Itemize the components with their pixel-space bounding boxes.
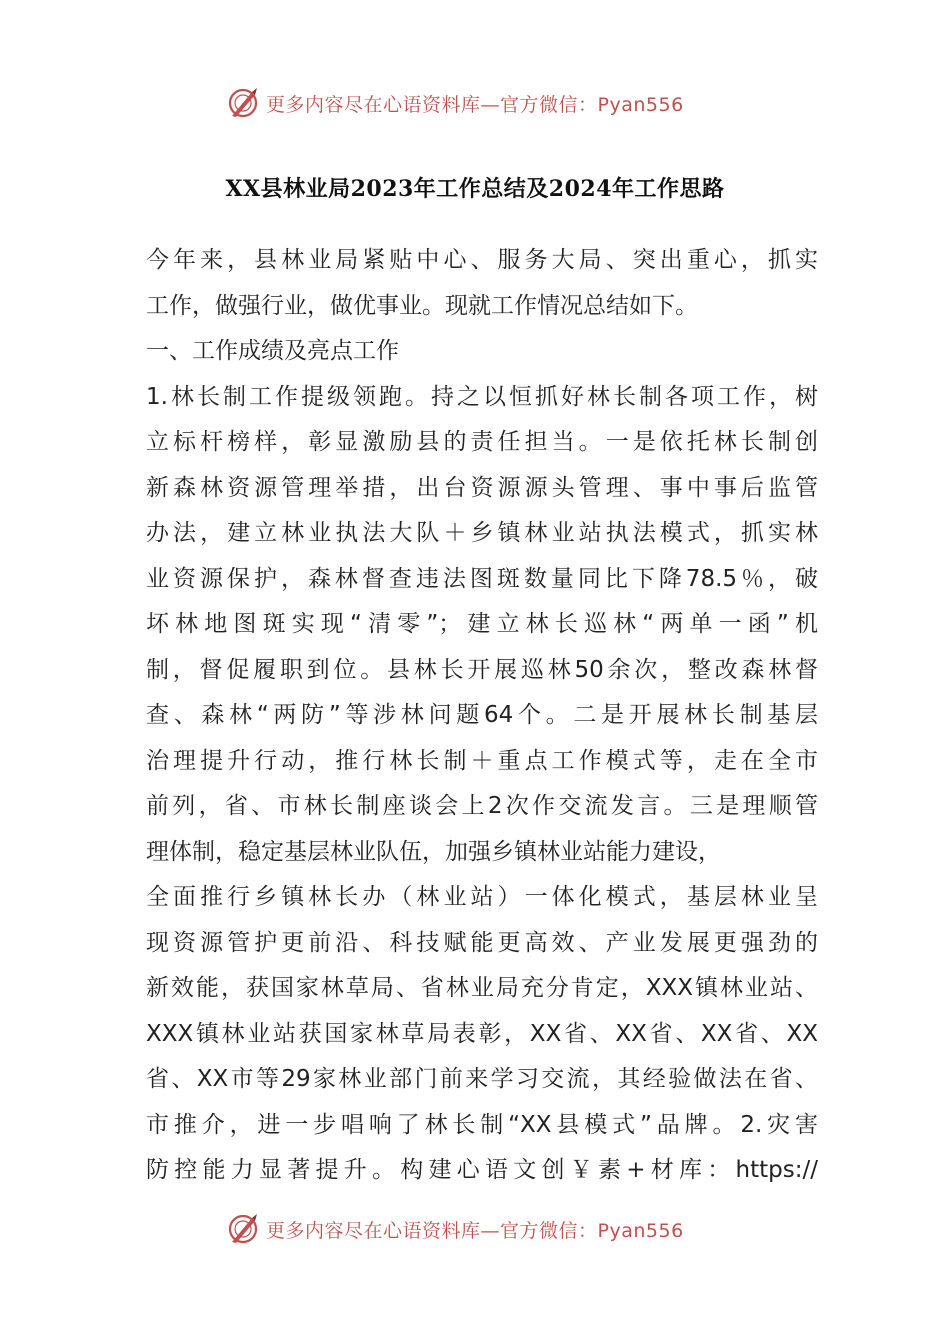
paragraph-line: 坏林地图斑实现“清零”；建立林长巡林“两单一函”机: [146, 611, 818, 637]
paragraph-line: 治理提升行动，推行林长制＋重点工作模式等，走在全市: [146, 747, 818, 774]
wechat-id: Pyan556: [597, 1220, 684, 1242]
wechat-id: Pyan556: [597, 94, 684, 116]
paragraph-line: 新森林资源管理举措，出台资源源头管理、事中事后监管: [146, 474, 818, 501]
paragraph-line: 制，督促履职到位。县林长开展巡林50余次，整改森林督: [146, 656, 818, 683]
paragraph-line: 办法，建立林业执法大队＋乡镇林业站执法模式，抓实林: [146, 520, 818, 546]
paragraph-line: 查、森林“两防”等涉林问题64个。二是开展林长制基层: [146, 702, 818, 728]
paragraph-line: 工作，做强行业，做优事业。现就工作情况总结如下。: [146, 292, 698, 319]
paragraph-line: 现资源管护更前沿、科技赋能更高效、产业发展更强劲的: [146, 929, 818, 956]
watermark-banner-top: [0, 84, 950, 124]
document-body: [146, 238, 818, 1194]
paragraph-line: 业资源保护，森林督查违法图斑数量同比下降78.5％，破: [146, 565, 818, 592]
paragraph-line: 市推介，进一步唱响了林长制“XX县模式”品牌。2.灾害: [146, 1111, 818, 1138]
watermark-text: 更多内容尽在心语资料库—官方微信：Pyan556: [266, 1220, 684, 1242]
paragraph-line: XXX镇林业站获国家林草局表彰，XX省、XX省、XX省、XX: [146, 1020, 818, 1047]
paragraph-line: 1.林长制工作提级领跑。持之以恒抓好林长制各项工作，树: [146, 383, 818, 410]
paragraph-line: 新效能，获国家林草局、省林业局充分肯定，XXX镇林业站、: [146, 975, 818, 1001]
quill-logo-icon: [226, 86, 260, 120]
quill-logo-icon: [226, 1212, 260, 1246]
paragraph-line: 省、XX市等29家林业部门前来学习交流，其经验做法在省、: [146, 1066, 818, 1092]
section-heading: 一、工作成绩及亮点工作: [146, 338, 399, 364]
paragraph-line: 理体制，稳定基层林业队伍，加强乡镇林业站能力建设，: [146, 838, 721, 865]
paragraph-line: 今年来，县林业局紧贴中心、服务大局、突出重心，抓实: [146, 247, 818, 273]
paragraph-line: 全面推行乡镇林长办（林业站）一体化模式，基层林业呈: [146, 884, 818, 910]
document-title: XX县林业局2023年工作总结及2024年工作思路: [225, 176, 725, 202]
watermark-text: 更多内容尽在心语资料库—官方微信：Pyan556: [266, 94, 684, 116]
paragraph-line: 立标杆榜样，彰显激励县的责任担当。一是依托林长制创: [146, 429, 818, 455]
paragraph-line: 前列，省、市林长制座谈会上2次作交流发言。三是理顺管: [146, 793, 818, 819]
watermark-banner-bottom: [0, 1210, 950, 1250]
paragraph-line: 防控能力显著提升。构建心语文创￥素+材库：https://: [146, 1157, 818, 1183]
